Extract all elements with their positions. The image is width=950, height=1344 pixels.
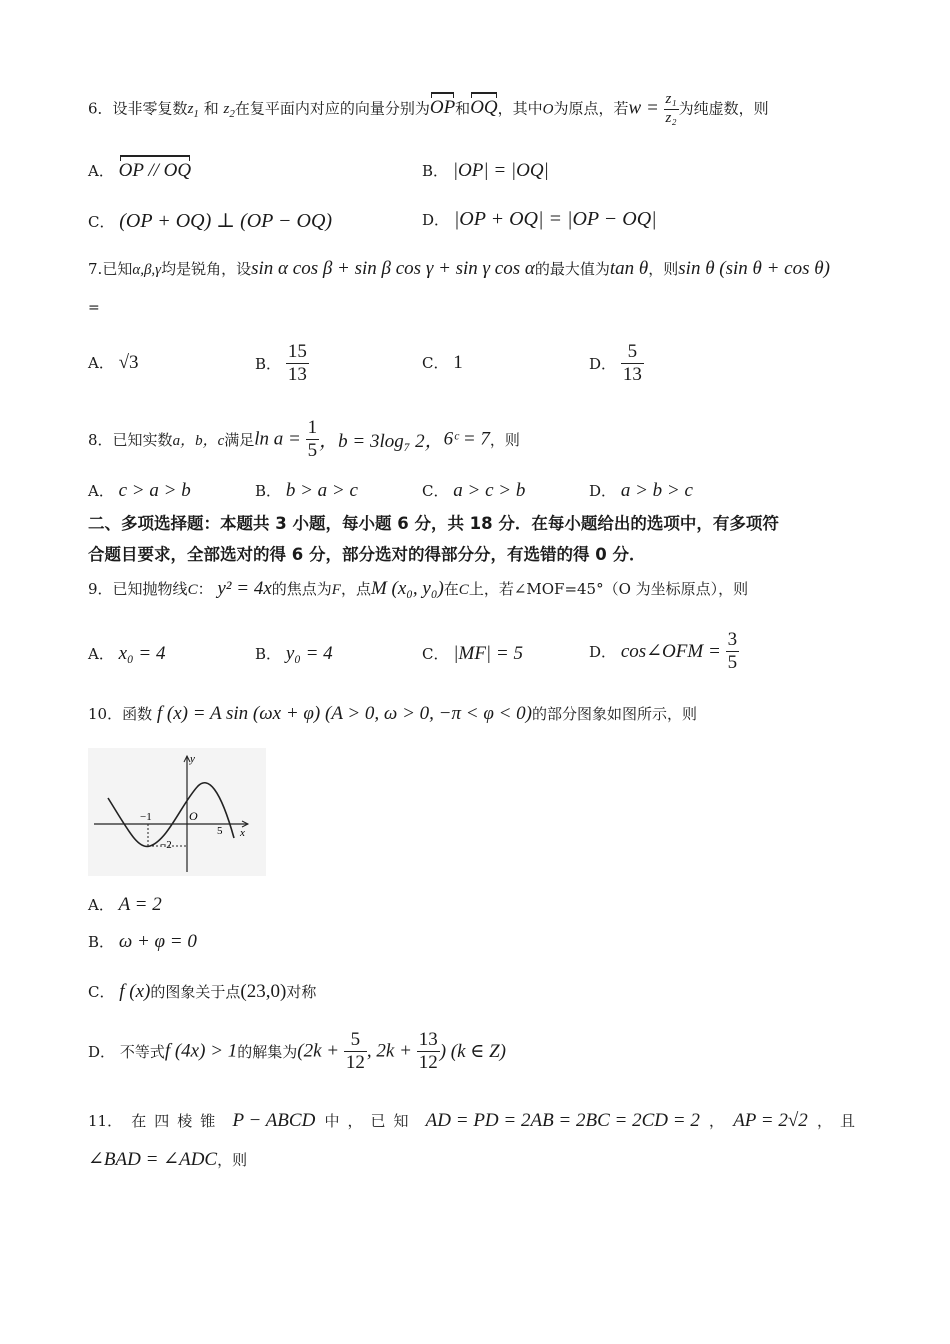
q6-option-b [422,160,549,182]
frac-den: 12 [418,1051,438,1073]
q11-condition-1: AD = PD = 2AB = 2BC = 2CD = 2 [425,1110,700,1131]
option-label: C． [422,482,449,500]
z2-sub: 2 [229,108,235,121]
option-label: C． [88,983,115,1001]
option-inequality: f (4x) > 1 [164,1040,238,1062]
option-text: a > b > c [620,480,693,501]
q11-stem-line1 [88,1110,863,1132]
q6-text-c: ，其中 [497,99,543,118]
frac-num: 5 [350,1029,361,1050]
option-label: A． [88,162,114,180]
frac-den: 5 [727,651,738,673]
option-label: D． [589,642,617,661]
option-text-b: 的图象关于点 [150,983,241,1001]
option-text: x₀ = 4 [118,643,166,664]
frac-den: 13 [622,363,642,385]
option-label: A． [88,896,114,914]
q10-option-c [88,981,316,1003]
q9-stem [88,578,748,600]
option-fraction [621,342,644,385]
option-text-a: 不等式 [119,1042,165,1061]
q11-text-a: 在四棱锥 [131,1112,224,1130]
q10-text-a: 函数 [122,705,153,723]
option-label: B． [422,162,449,180]
sine-graph-svg [88,748,266,876]
q8-option-c [422,480,525,502]
q8-fraction [306,418,320,461]
q8-b-expr: ，b = 3log₇ 2， [319,430,444,452]
option-fraction-1 [344,1030,367,1073]
q7-option-d [589,342,644,385]
section2-heading-line2: 合题目要求，全部选对的得 6 分，部分选对的得部分分，有选错的得 0 分． [88,545,646,564]
q9-F: F [331,582,341,598]
q9-text-a: 已知抛物线 [112,580,188,598]
q7-text-a: 已知 [102,260,133,278]
option-label: B． [255,482,282,500]
option-fraction [726,630,740,673]
q8-vars: a，b，c [172,432,225,449]
frac-den: 5 [307,439,318,461]
frac-num: 13 [418,1029,438,1050]
q6-stem [88,92,769,127]
q6-text-a: 设非零复数 [112,99,188,118]
q7-vars: α,β,γ [132,262,162,278]
q11-condition-2: AP = 2√2 [733,1110,808,1131]
option-text: ω + φ = 0 [118,931,197,952]
q11-angle-condition: ∠BAD = ∠ADC [88,1149,218,1170]
option-label: D． [589,482,617,500]
q7-option-a [88,352,139,374]
frac-num: 1 [307,417,318,438]
option-label: A． [88,354,114,372]
option-label: C． [422,354,449,372]
q8-option-b [255,480,358,502]
graph-x-label: x [240,827,245,839]
q8-text-a: 已知实数 [112,430,173,449]
q6-w-eq: w = [628,97,659,119]
option-text-c: 的解集为 [237,1042,298,1061]
q9-text-b: 的焦点为 [271,580,332,598]
option-label: C． [422,645,449,663]
q8-number: 8． [88,430,113,449]
q9-colon: ： [197,580,213,598]
option-text: 1 [453,352,463,373]
option-label: B． [255,354,282,373]
q9-option-c [422,643,523,665]
q8-stem [88,418,520,461]
option-func: f (x) [119,981,151,1002]
q6-text-d: 为原点，若 [553,99,629,118]
q10-stem [88,703,697,725]
option-interval-start: (2k + [297,1040,340,1062]
q7-expr: sin α cos β + sin β cos γ + sin γ cos α [251,258,535,279]
q6-text-b: 在复平面内对应的向量分别为 [234,99,430,118]
q6-option-c [88,208,332,233]
option-label: D． [422,211,450,229]
q10-text-b: 的部分图象如图所示，则 [531,705,697,723]
q7-text-b: 均是锐角，设 [161,260,252,278]
z1-sub: 1 [193,108,199,121]
option-text: c > a > b [118,480,191,501]
q6-option-a [88,160,191,182]
q10-option-d [88,1030,506,1073]
option-text: |MF| = 5 [453,643,523,664]
option-label: C． [88,213,115,231]
graph-neg1-label: −1 [140,811,152,823]
section2-heading-line1: 二、多项选择题：本题共 3 小题，每小题 6 分，共 18 分．在每小题给出的选项中，有多项符 [88,514,779,533]
z1: z [187,101,194,118]
option-text: b > a > c [285,480,358,501]
option-label: D． [589,354,617,373]
q7-stem [88,258,830,280]
q11-text-d: ，则 [217,1151,248,1169]
q10-option-b [88,931,197,953]
q7-text-d: ，则 [648,260,679,278]
q11-text-b: 中，已知 [324,1112,417,1130]
option-label: B． [88,933,115,951]
option-text: (OP + OQ) ⊥ (OP − OQ) [119,210,333,232]
q6-text-e: 为纯虚数，则 [678,99,769,118]
option-text: cos∠OFM = [620,640,721,662]
q8-option-d [589,480,693,502]
q6-and1: 和 [203,99,219,118]
graph-five-label: 5 [217,825,223,837]
q6-option-d [422,208,657,231]
q10-number: 10． [88,705,123,723]
frac-num: 5 [627,341,638,362]
z2: z [223,101,230,118]
q7-number: 7. [88,260,103,278]
frac-num: 3 [727,629,738,650]
q7-option-c [422,352,463,374]
graph-origin-label: O [189,809,198,823]
option-label: A． [88,482,114,500]
option-text-d: 对称 [286,983,317,1001]
q9-number: 9． [88,580,113,598]
q6-z2 [223,101,235,121]
q8-option-a [88,480,191,502]
q9-text-e: 上，若∠MOF=45°（O 为坐标原点），则 [468,580,749,598]
q9-text-c: ，点 [340,580,371,598]
option-text: y₀ = 4 [285,643,333,664]
q10-graph [88,748,266,876]
graph-neg2-label: −2 [160,839,172,851]
q8-text-b: 满足 [224,430,255,449]
q10-function: f (x) = A sin (ωx + φ) (A > 0, ω > 0, −π < φ < 0) [156,703,532,724]
q9-option-b [255,643,333,665]
option-label: A． [88,645,114,663]
q6-and2: 和 [455,99,471,118]
option-text: A = 2 [118,894,162,915]
sine-curve [108,783,234,847]
q6-number: 6． [88,99,113,118]
option-text: OP // OQ [118,160,192,181]
q9-option-d [589,630,739,673]
q7-text-c: 的最大值为 [534,260,610,278]
option-text: √3 [118,352,139,373]
q11-pyramid: P − ABCD [232,1110,316,1131]
frac-den: z₂ [665,109,677,126]
frac-num: z₁ [665,91,677,107]
vector-oq: OQ [470,97,498,119]
option-text: |OP + OQ| = |OP − OQ| [453,208,657,230]
q6-z1 [187,101,199,121]
q8-ln: ln a = [254,428,301,450]
option-text: a > c > b [453,480,526,501]
option-point: (23,0) [240,981,287,1002]
option-label: B． [255,645,282,663]
q10-option-a [88,894,162,916]
option-text: |OP| = |OQ| [452,160,549,181]
q9-M: M (x₀, y₀) [370,578,444,599]
q9-text-d: 在 [443,580,459,598]
q9-C2: C [458,582,469,598]
q8-c-expr: 6ᶜ = 7 [443,428,490,450]
frac-den: 12 [345,1051,365,1073]
option-interval-mid: , 2k + [366,1040,412,1062]
q11-comma: ， [709,1112,725,1130]
q7-tan: tan θ [609,258,649,279]
q9-option-a [88,643,166,665]
q6-origin: O [542,101,554,118]
q8-text-c: ，则 [489,430,520,449]
frac-num: 15 [287,341,307,362]
equals-sign: = [88,300,100,316]
option-interval-end: ) (k ∈ Z) [439,1040,506,1062]
q7-target: sin θ (sin θ + cos θ) [678,258,830,279]
q11-stem-line2 [88,1148,247,1171]
q11-number: 11． [88,1112,123,1130]
option-fraction-2 [417,1030,440,1073]
q7-option-b [255,342,309,385]
graph-y-label: y [190,753,195,765]
frac-den: 13 [287,363,307,385]
q6-fraction [664,92,679,127]
q11-text-c: ，且 [816,1112,863,1130]
q9-equation: y² = 4x [217,578,272,599]
q7-equals [88,300,100,316]
option-fraction [286,342,309,385]
vector-op: OP [429,97,456,119]
q9-C: C [187,582,198,598]
option-label: D． [88,1042,116,1061]
